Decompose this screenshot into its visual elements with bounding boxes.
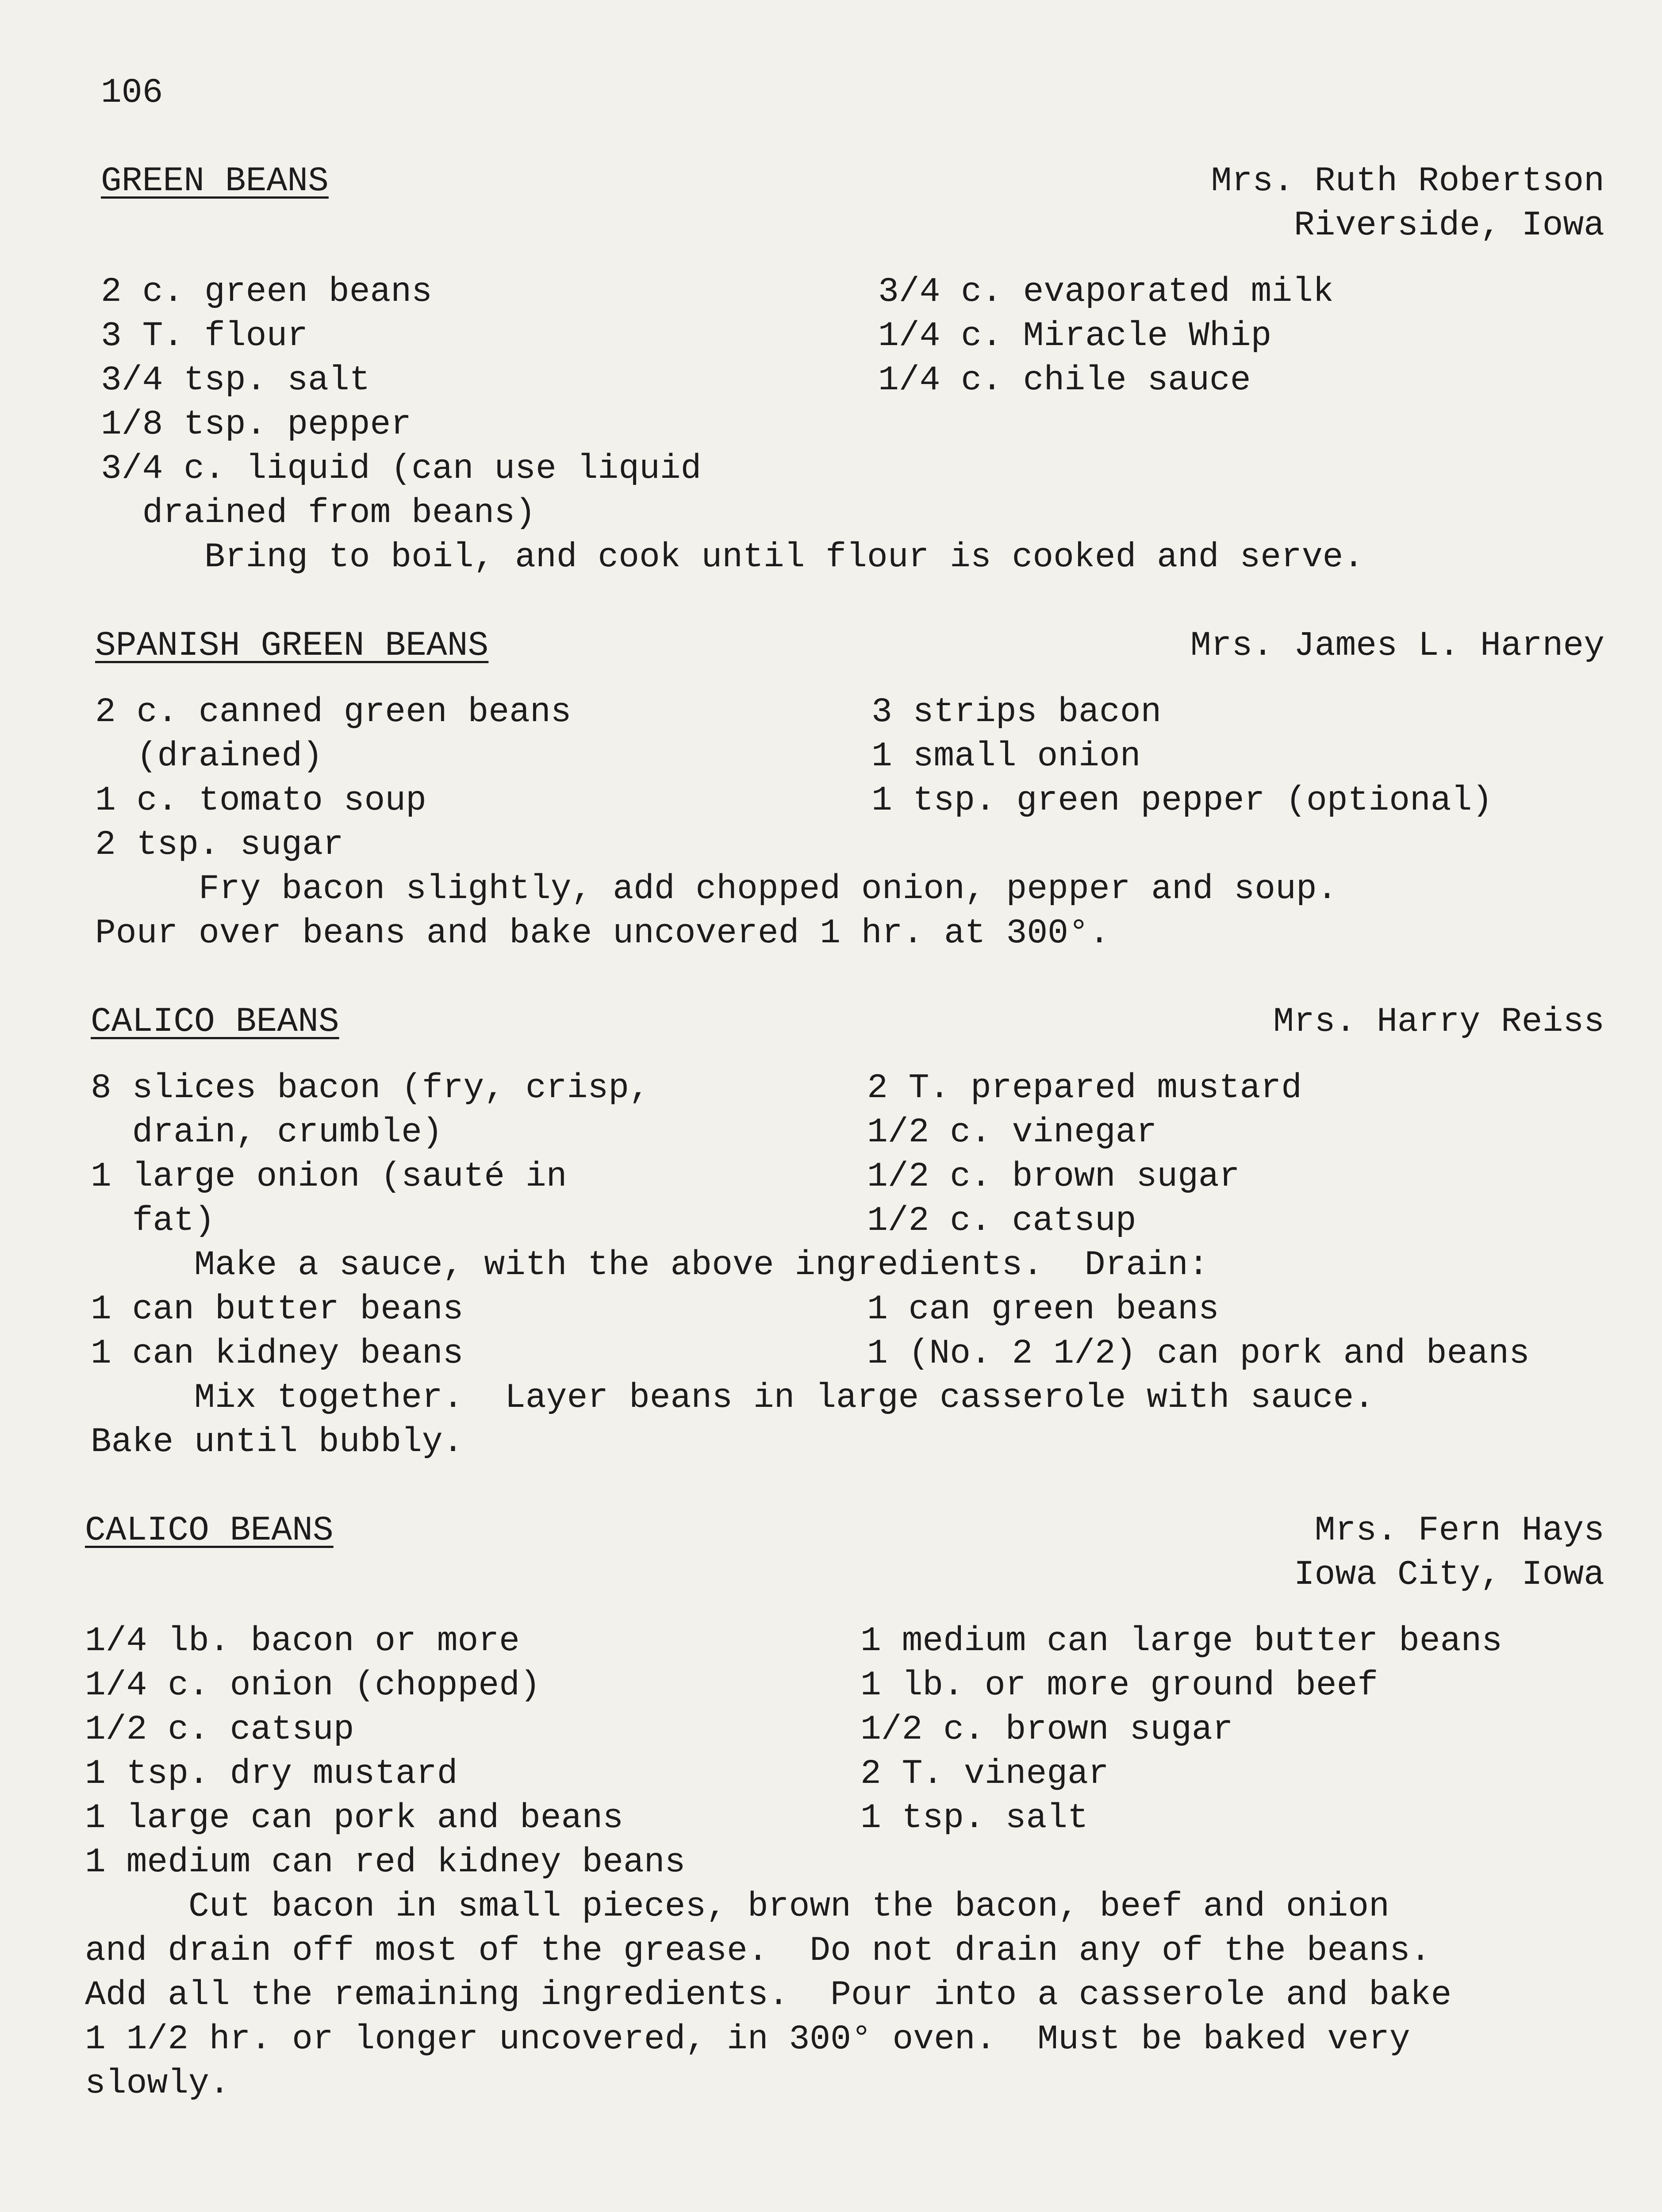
ingredient: 3/4 tsp. salt [101,361,370,400]
ingredient: 1/4 c. chile sauce [878,361,1251,400]
ingredient: 1/4 c. Miracle Whip [878,317,1272,356]
ingredient: 3 strips bacon [871,693,1162,732]
recipe-directions: 1 1/2 hr. or longer uncovered, in 300° oven. Must be baked very [85,2020,1410,2059]
recipe-directions: Cut bacon in small pieces, brown the bacon, beef and onion [85,1887,1389,1926]
ingredient: 1/2 c. vinegar [867,1113,1157,1152]
ingredient: 1 lb. or more ground beef [860,1666,1378,1705]
recipe-author: Mrs. James L. Harney [1190,626,1604,665]
ingredient: 1 medium can large butter beans [860,1622,1503,1661]
recipe-directions: Bake until bubbly. [91,1423,464,1462]
page-number: 106 [101,73,163,112]
ingredient: 1/2 c. brown sugar [867,1157,1240,1196]
ingredient: 1 small onion [871,737,1141,776]
ingredient: 2 T. vinegar [860,1755,1109,1793]
ingredient: 1 tsp. salt [860,1799,1088,1838]
recipe-author: Mrs. Fern Hays [1314,1511,1604,1550]
ingredient: 1/8 tsp. pepper [101,405,412,444]
recipe-directions: Pour over beans and bake uncovered 1 hr. at 300°. [95,914,1110,953]
ingredient: 1 tsp. dry mustard [85,1755,458,1793]
recipe-title: CALICO BEANS [85,1511,334,1550]
ingredient: 1/2 c. catsup [85,1710,354,1749]
ingredient: 1 tsp. green pepper (optional) [871,781,1493,820]
ingredient: 1 can butter beans [91,1290,464,1329]
ingredient: 3/4 c. evaporated milk [878,273,1334,311]
ingredient: fat) [91,1202,215,1240]
ingredient: 1 can kidney beans [91,1334,464,1373]
ingredient: 1 (No. 2 1/2) can pork and beans [867,1334,1530,1373]
ingredient: 8 slices bacon (fry, crisp, [91,1069,650,1108]
ingredient: 1 medium can red kidney beans [85,1843,686,1882]
recipe-title: SPANISH GREEN BEANS [95,626,489,665]
recipe-author: Mrs. Harry Reiss [1273,1002,1604,1041]
ingredient: 3/4 c. liquid (can use liquid [101,449,702,488]
recipe-directions: slowly. [85,2064,230,2103]
recipe-author: Mrs. Ruth Robertson [1211,162,1604,201]
ingredient: 1/2 c. catsup [867,1202,1136,1240]
ingredient: drain, crumble) [91,1113,443,1152]
ingredient: 1 large can pork and beans [85,1799,623,1838]
recipe-directions: Mix together. Layer beans in large casserole with sauce. [91,1379,1375,1417]
ingredient: 1/4 c. onion (chopped) [85,1666,541,1705]
recipe-directions: Fry bacon slightly, add chopped onion, pepper and soup. [95,870,1338,909]
ingredient: 1/4 lb. bacon or more [85,1622,520,1661]
ingredient: 1 can green beans [867,1290,1219,1329]
recipe-directions: Make a sauce, with the above ingredients. Drain: [91,1246,1209,1285]
recipe-directions: Bring to boil, and cook until flour is cooked and serve. [101,538,1364,577]
ingredient: 1/2 c. brown sugar [860,1710,1233,1749]
ingredient: 2 c. green beans [101,273,432,311]
ingredient: 1 large onion (sauté in [91,1157,567,1196]
recipe-title: CALICO BEANS [91,1002,339,1041]
ingredient: 1 c. tomato soup [95,781,426,820]
ingredient: 2 c. canned green beans [95,693,572,732]
ingredient: 2 T. prepared mustard [867,1069,1302,1108]
ingredient: (drained) [95,737,323,776]
recipe-directions: Add all the remaining ingredients. Pour into a casserole and bake [85,1976,1452,2015]
ingredient: drained from beans) [101,494,536,533]
ingredient: 3 T. flour [101,317,308,356]
recipe-location: Riverside, Iowa [1294,206,1604,245]
recipe-location: Iowa City, Iowa [1294,1555,1604,1594]
ingredient: 2 tsp. sugar [95,826,344,864]
recipe-title: GREEN BEANS [101,162,329,201]
recipe-directions: and drain off most of the grease. Do not drain any of the beans. [85,1932,1431,1970]
